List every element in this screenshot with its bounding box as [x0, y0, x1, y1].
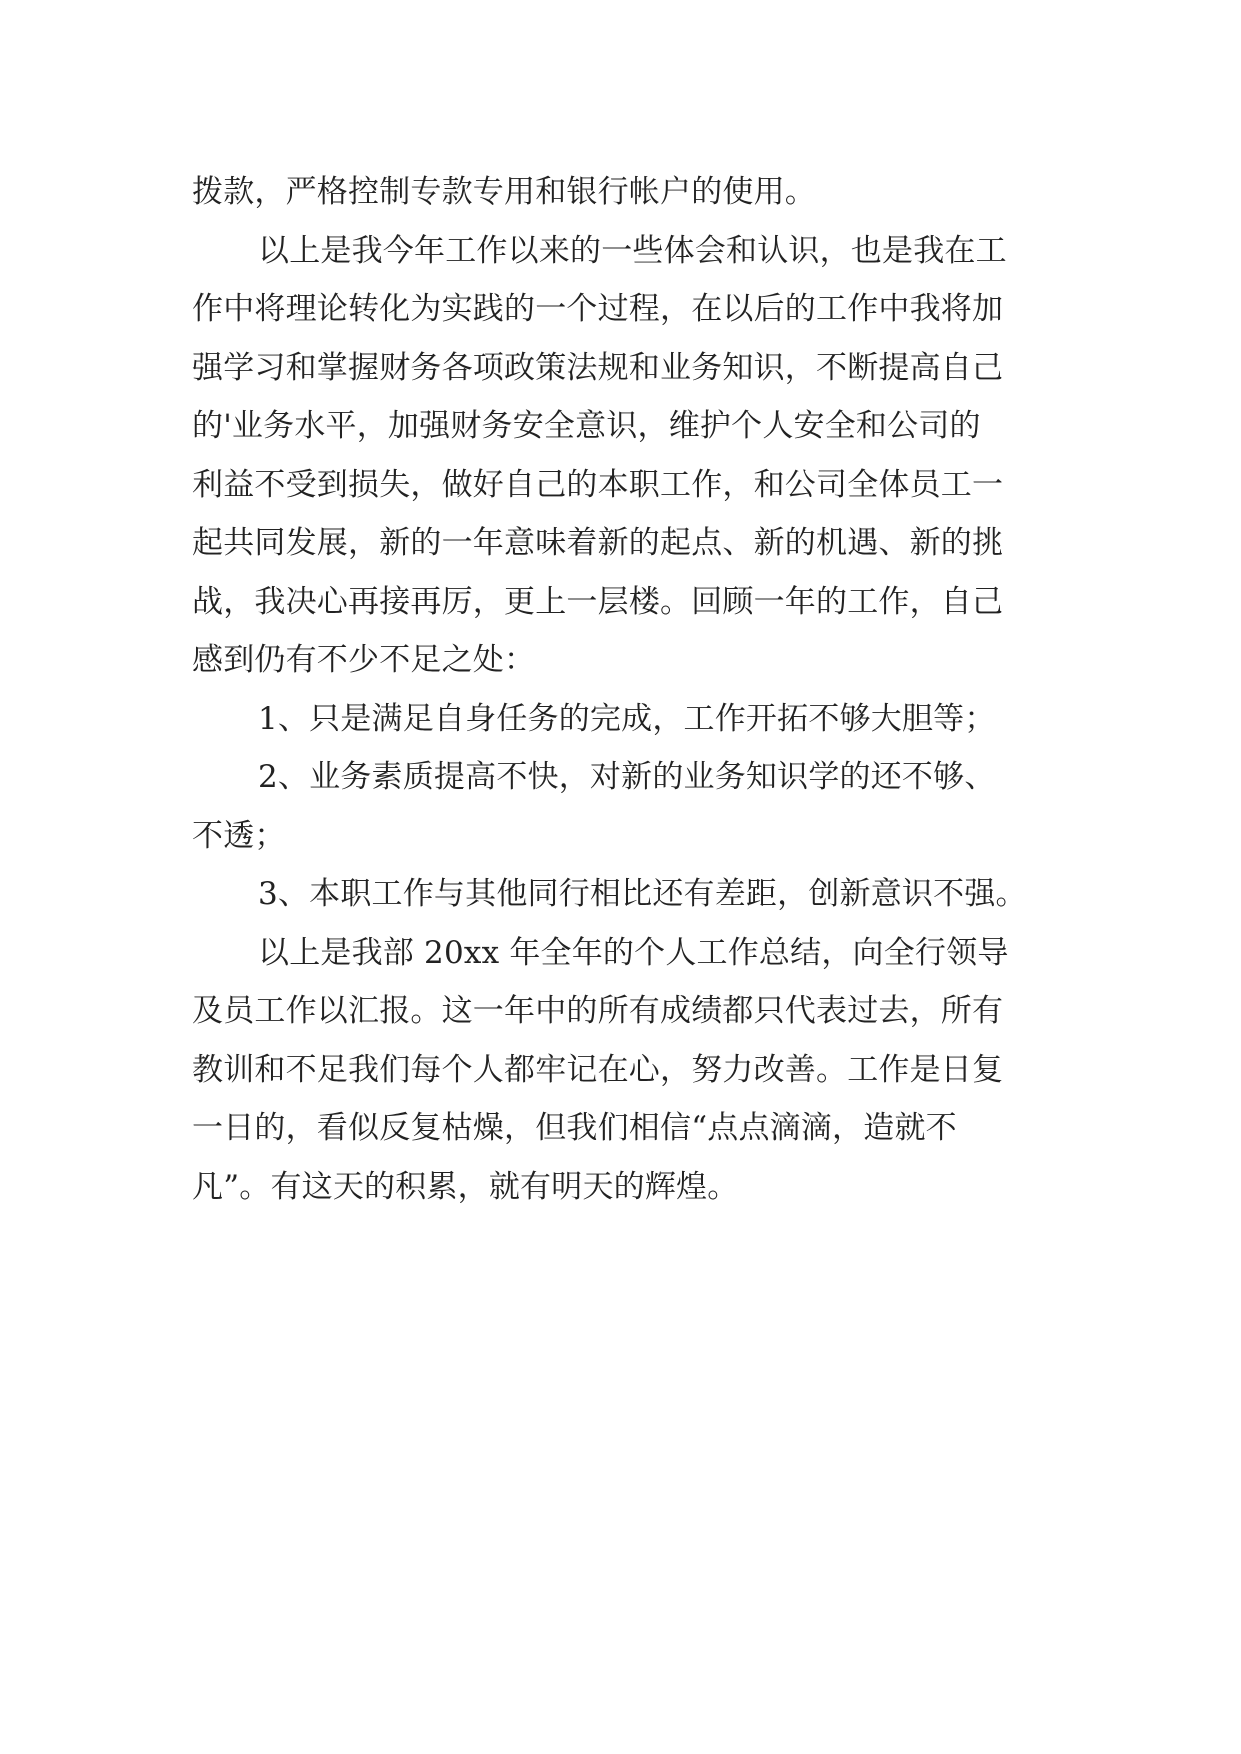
text-line: 起共同发展，新的一年意味着新的起点、新的机遇、新的挑 — [192, 525, 1004, 561]
text-line: 不透； — [192, 817, 286, 854]
text-line: 3、本职工作与其他同行相比还有差距，创新意识不强。 — [258, 876, 1027, 912]
text-line: 感到仍有不少不足之处： — [192, 642, 536, 678]
text-line: 2、业务素质提高不快，对新的业务知识学的还不够、 — [258, 759, 996, 795]
text-line: 以上是我今年工作以来的一些体会和认识，也是我在工 — [258, 232, 1007, 269]
text-line: 一日的，看似反复枯燥，但我们相信“点点滴滴，造就不 — [192, 1110, 957, 1146]
text-line: 作中将理论转化为实践的一个过程，在以后的工作中我将加 — [192, 291, 1004, 327]
text-line: 教训和不足我们每个人都牢记在心，努力改善。工作是日复 — [192, 1051, 1004, 1088]
text-line: 凡”。有这天的积累，就有明天的辉煌。 — [192, 1168, 739, 1205]
text-line: 战，我决心再接再厉，更上一层楼。回顾一年的工作，自己 — [192, 583, 1004, 620]
text-line: 强学习和掌握财务各项政策法规和业务知识，不断提高自己 — [192, 349, 1004, 386]
text-line: 的'业务水平，加强财务安全意识，维护个人安全和公司的 — [192, 408, 981, 444]
text-line: 1、只是满足自身任务的完成，工作开拓不够大胆等； — [258, 700, 996, 737]
text-line: 拨款，严格控制专款专用和银行帐户的使用。 — [192, 174, 816, 210]
document-body — [192, 163, 1062, 1216]
text-line: 及员工作以汇报。这一年中的所有成绩都只代表过去，所有 — [192, 993, 1004, 1029]
text-line: 以上是我部 20xx 年全年的个人工作总结，向全行领导 — [258, 934, 1009, 971]
text-line: 利益不受到损失，做好自己的本职工作，和公司全体员工一 — [192, 466, 1004, 503]
